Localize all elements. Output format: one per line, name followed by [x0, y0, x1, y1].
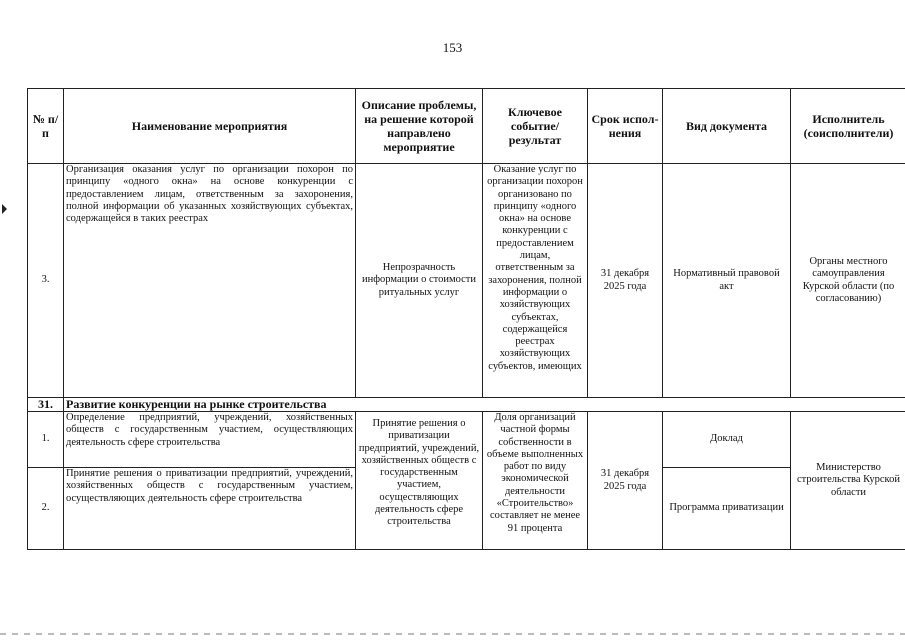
- problem-description: Принятие решения о приватизации предприятий, учреждений, хозяйственных обществ с государственным участием, осуществляющих деятельность сфере строительства: [356, 412, 483, 550]
- header-doc-type: Вид документа: [663, 89, 791, 164]
- document-type: Доклад: [663, 412, 791, 468]
- key-event-cell: [483, 164, 588, 398]
- section-number: 31.: [28, 398, 64, 412]
- section-row: [28, 398, 905, 412]
- table-row-3: [28, 164, 905, 398]
- header-num: № п/п: [28, 89, 64, 164]
- row-number: 2.: [28, 468, 64, 550]
- measure-name: Определение предприятий, учреждений, хозяйственных обществ с государственным участием, осуществляющих деятельность сфере строительства: [64, 412, 356, 468]
- deadline: 31 декабря 2025 года: [588, 412, 663, 550]
- measure-name: Принятие решения о приватизации предприятий, учреждений, хозяйственных обществ с государственным участием, осуществляющих деятельность сфере строительства: [64, 468, 356, 550]
- document-type: Программа приватизации: [663, 468, 791, 550]
- section-title: Развитие конкуренции на рынке строительства: [64, 398, 905, 412]
- header-deadline: Срок испол- нения: [588, 89, 663, 164]
- header-event: Ключевое событие/ результат: [483, 89, 588, 164]
- scan-artifact-line: [0, 633, 905, 635]
- deadline: 31 декабря 2025 года: [588, 164, 663, 398]
- header-row: [28, 89, 905, 164]
- key-event: Оказание услуг по организации похорон организовано по принципу «одного окна» на основе конкуренции с предоставлением лицам, ответственным за захоронения, полной информации о хозяйствующих субъектах, содержащейся реестрах хозяйствующих субъектов, имеющих: [487, 164, 583, 372]
- scan-edge-mark: [2, 204, 7, 214]
- problem-description: Непрозрачность информации о стоимости ритуальных услуг: [356, 164, 483, 398]
- page-number: 153: [442, 40, 463, 55]
- row-number: 3.: [28, 164, 64, 398]
- table-row-1: [28, 412, 905, 468]
- header-executor: Исполнитель (соисполнители): [791, 89, 905, 164]
- header-name: Наименование мероприятия: [64, 89, 356, 164]
- measures-table: [27, 88, 905, 550]
- row-number: 1.: [28, 412, 64, 468]
- executor: Органы местного самоуправления Курской области (по согласованию): [791, 164, 905, 398]
- key-event: Доля организаций частной формы собственности в объеме выполненных работ по виду экономической деятельности «Строительство» составляет не менее 91 процента: [483, 412, 588, 550]
- document-type: Нормативный правовой акт: [663, 164, 791, 398]
- header-problem: Описание проблемы, на решение которой направлено мероприятие: [356, 89, 483, 164]
- measure-name: Организация оказания услуг по организации похорон по принципу «одного окна» на основе конкуренции с предоставлением лицам, ответственным за захоронения, полной информации об указанных хозяйствующих субъектах, содержащейся в таких реестрах: [64, 164, 356, 398]
- executor: Министерство строительства Курской области: [791, 412, 905, 550]
